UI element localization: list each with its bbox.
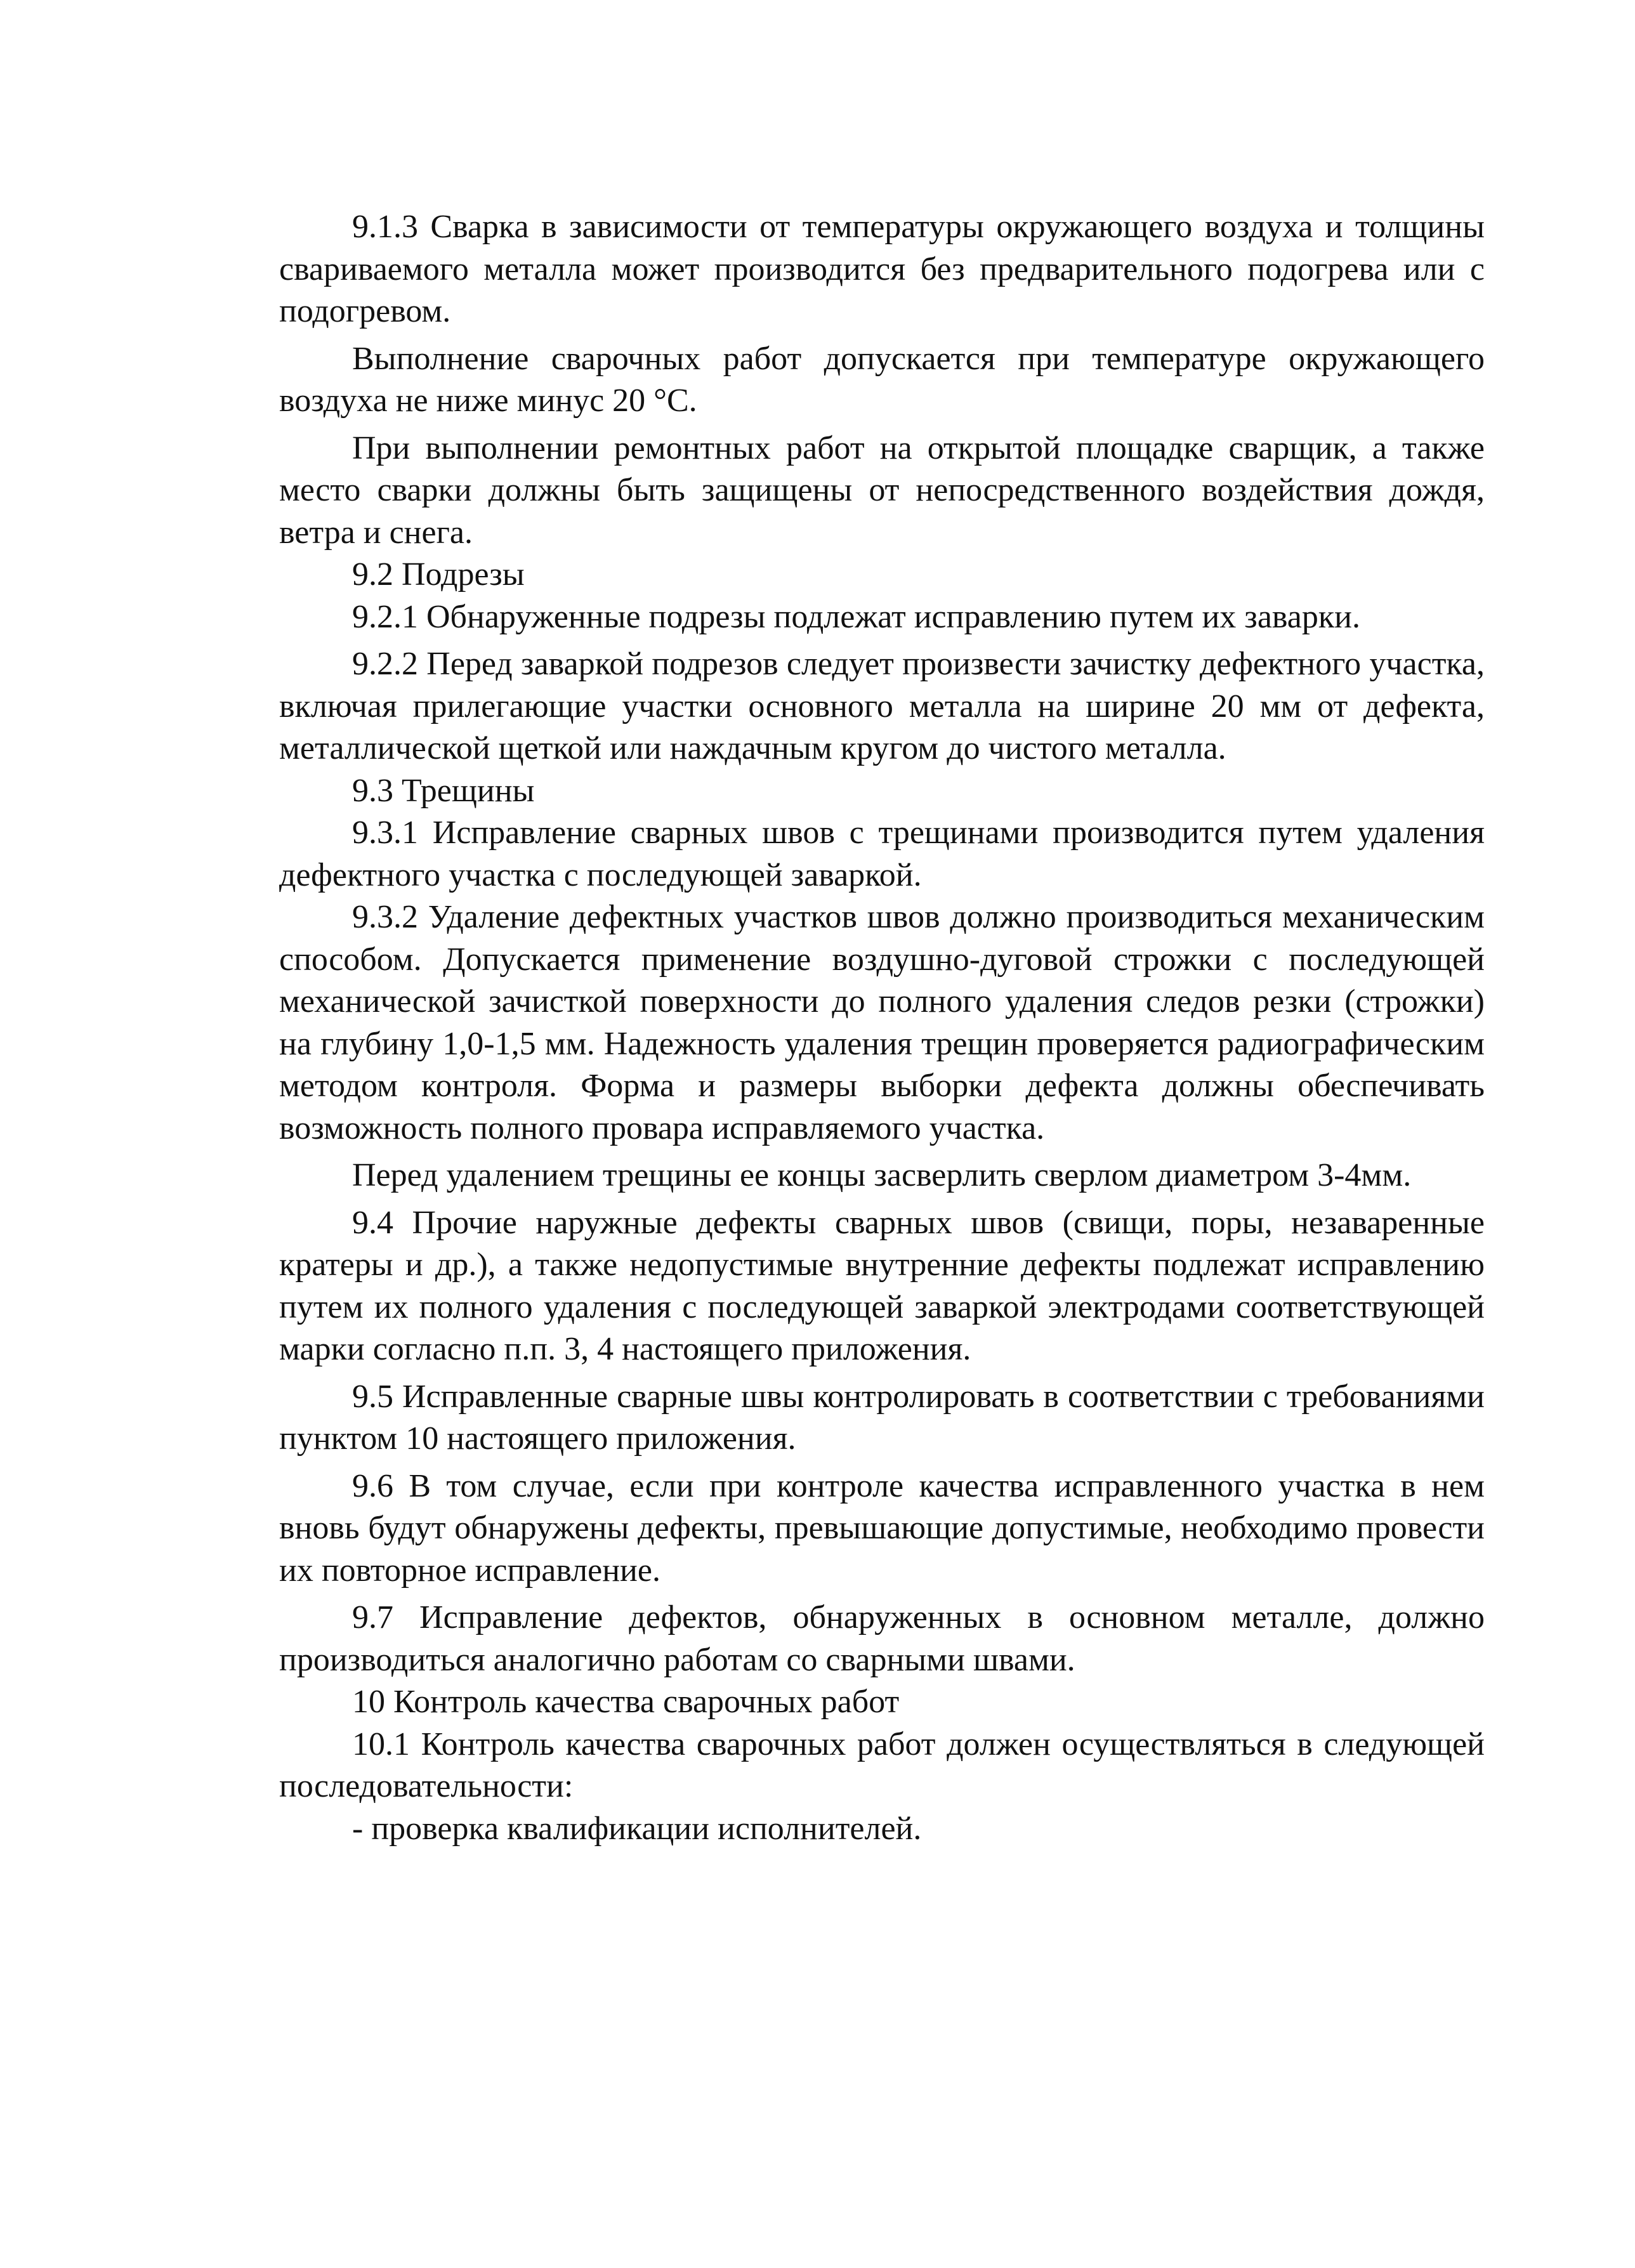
paragraph-outdoor-protection: При выполнении ремонтных работ на открытой площадке сварщик, а также место сварки должны быть защищены от непосредственного воздействия дождя, ветра и снега.	[279, 429, 1485, 551]
paragraph-9-7: 9.7 Исправление дефектов, обнаруженных в основном металле, должно производиться аналогично работам со сварными швами.	[279, 1599, 1485, 1678]
paragraph-9-2-2: 9.2.2 Перед заваркой подрезов следует произвести зачистку дефектного участка, включая прилегающие участки основного металла на ширине 20 мм от дефекта, металлической щеткой или наждачным кругом до чистого металла.	[279, 646, 1485, 766]
paragraph-9-4: 9.4 Прочие наружные дефекты сварных швов (свищи, поры, незаваренные кратеры и др.), а также недопустимые внутренние дефекты подлежат исправлению путем их полного удаления с последующей заваркой электродами соответствующей марки согласно п.п. 3, 4 настоящего приложения.	[279, 1204, 1485, 1367]
paragraph-9-5: 9.5 Исправленные сварные швы контролировать в соответствии с требованиями пунктом 10 настоящего приложения.	[279, 1378, 1485, 1457]
paragraph-9-3-2: 9.3.2 Удаление дефектных участков швов должно производиться механическим способом. Допускается применение воздушно-дуговой строжки с последующей механической зачисткой поверхности до полного удаления следов резки (строжки) на глубину 1,0-1,5 мм. Надежность удаления трещин проверяется радиографическим методом контроля. Форма и размеры выборки дефекта должны обеспечивать возможность полного провара исправляемого участка.	[279, 899, 1485, 1146]
paragraph-9-3-1: 9.3.1 Исправление сварных швов с трещинами производится путем удаления дефектного участка с последующей заваркой.	[279, 815, 1485, 893]
document-body	[279, 206, 1485, 1850]
list-item-qualification-check: - проверка квалификации исполнителей.	[352, 1810, 922, 1847]
heading-9-3-cracks: 9.3 Трещины	[352, 772, 535, 809]
paragraph-9-6: 9.6 В том случае, если при контроле качества исправленного участка в нем вновь будут обнаружены дефекты, превышающие допустимые, необходимо провести их повторное исправление.	[279, 1467, 1485, 1589]
paragraph-9-1-3: 9.1.3 Сварка в зависимости от температуры окружающего воздуха и толщины свариваемого металла может производится без предварительного подогрева или с подогревом.	[279, 209, 1485, 329]
paragraph-10-1: 10.1 Контроль качества сварочных работ должен осуществляться в следующей последовательности:	[279, 1726, 1485, 1804]
paragraph-crack-drilling: Перед удалением трещины ее концы засверлить сверлом диаметром 3-4мм.	[352, 1157, 1412, 1193]
paragraph-welding-temperature: Выполнение сварочных работ допускается при температуре окружающего воздуха не ниже минус 20 °С.	[279, 340, 1485, 419]
paragraph-9-2-1: 9.2.1 Обнаруженные подрезы подлежат исправлению путем их заварки.	[352, 598, 1360, 635]
heading-9-2-undercuts: 9.2 Подрезы	[352, 556, 525, 593]
heading-10-quality-control: 10 Контроль качества сварочных работ	[352, 1684, 900, 1720]
